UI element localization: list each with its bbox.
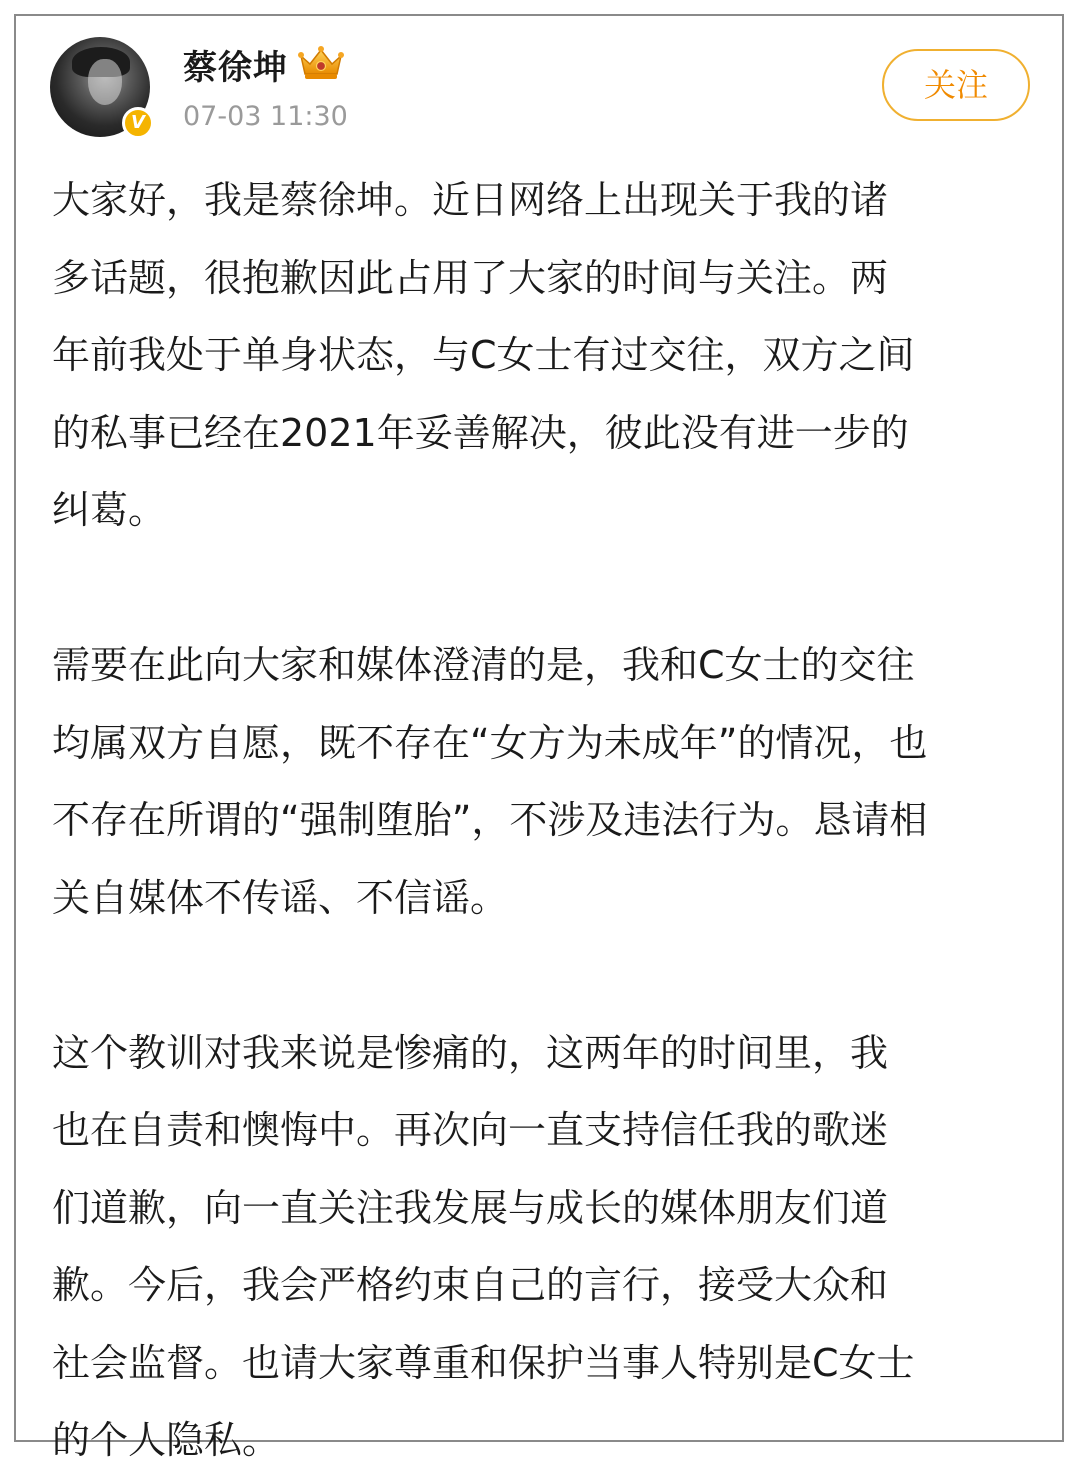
author-name[interactable]: 蔡徐坤 <box>183 48 288 88</box>
post-timestamp: 07-03 11:30 <box>183 101 348 132</box>
post-paragraph-1: 大家好，我是蔡徐坤。近日网络上出现关于我的诸 多话题，很抱歉因此占用了大家的时间与关注。两 年前我处于单身状态，与C女士有过交往，双方之间 的私事已经在2021年妥善解决，彼此没有进一步的 纠葛。 <box>52 178 915 532</box>
follow-button[interactable]: 关注 <box>882 49 1030 121</box>
verified-badge-icon: V <box>122 107 154 139</box>
post-paragraph-3: 这个教训对我来说是惨痛的，这两年的时间里，我 也在自责和懊悔中。再次向一直支持信任我的歌迷 们道歉，向一直关注我发展与成长的媒体朋友们道 歉。今后，我会严格约束自己的言行，接受大众和 社会监督。也请大家尊重和保护当事人特别是C女士 的个人隐私。 <box>52 1030 915 1462</box>
post-paragraph-2: 需要在此向大家和媒体澄清的是，我和C女士的交往 均属双方自愿，既不存在“女方为未成年”的情况，也 不存在所谓的“强制堕胎”，不涉及违法行为。恳请相 关自媒体不传谣、不信谣。 <box>52 643 928 920</box>
post-body <box>52 162 1037 1480</box>
avatar-face-shape <box>88 59 122 105</box>
crown-icon <box>296 42 346 82</box>
